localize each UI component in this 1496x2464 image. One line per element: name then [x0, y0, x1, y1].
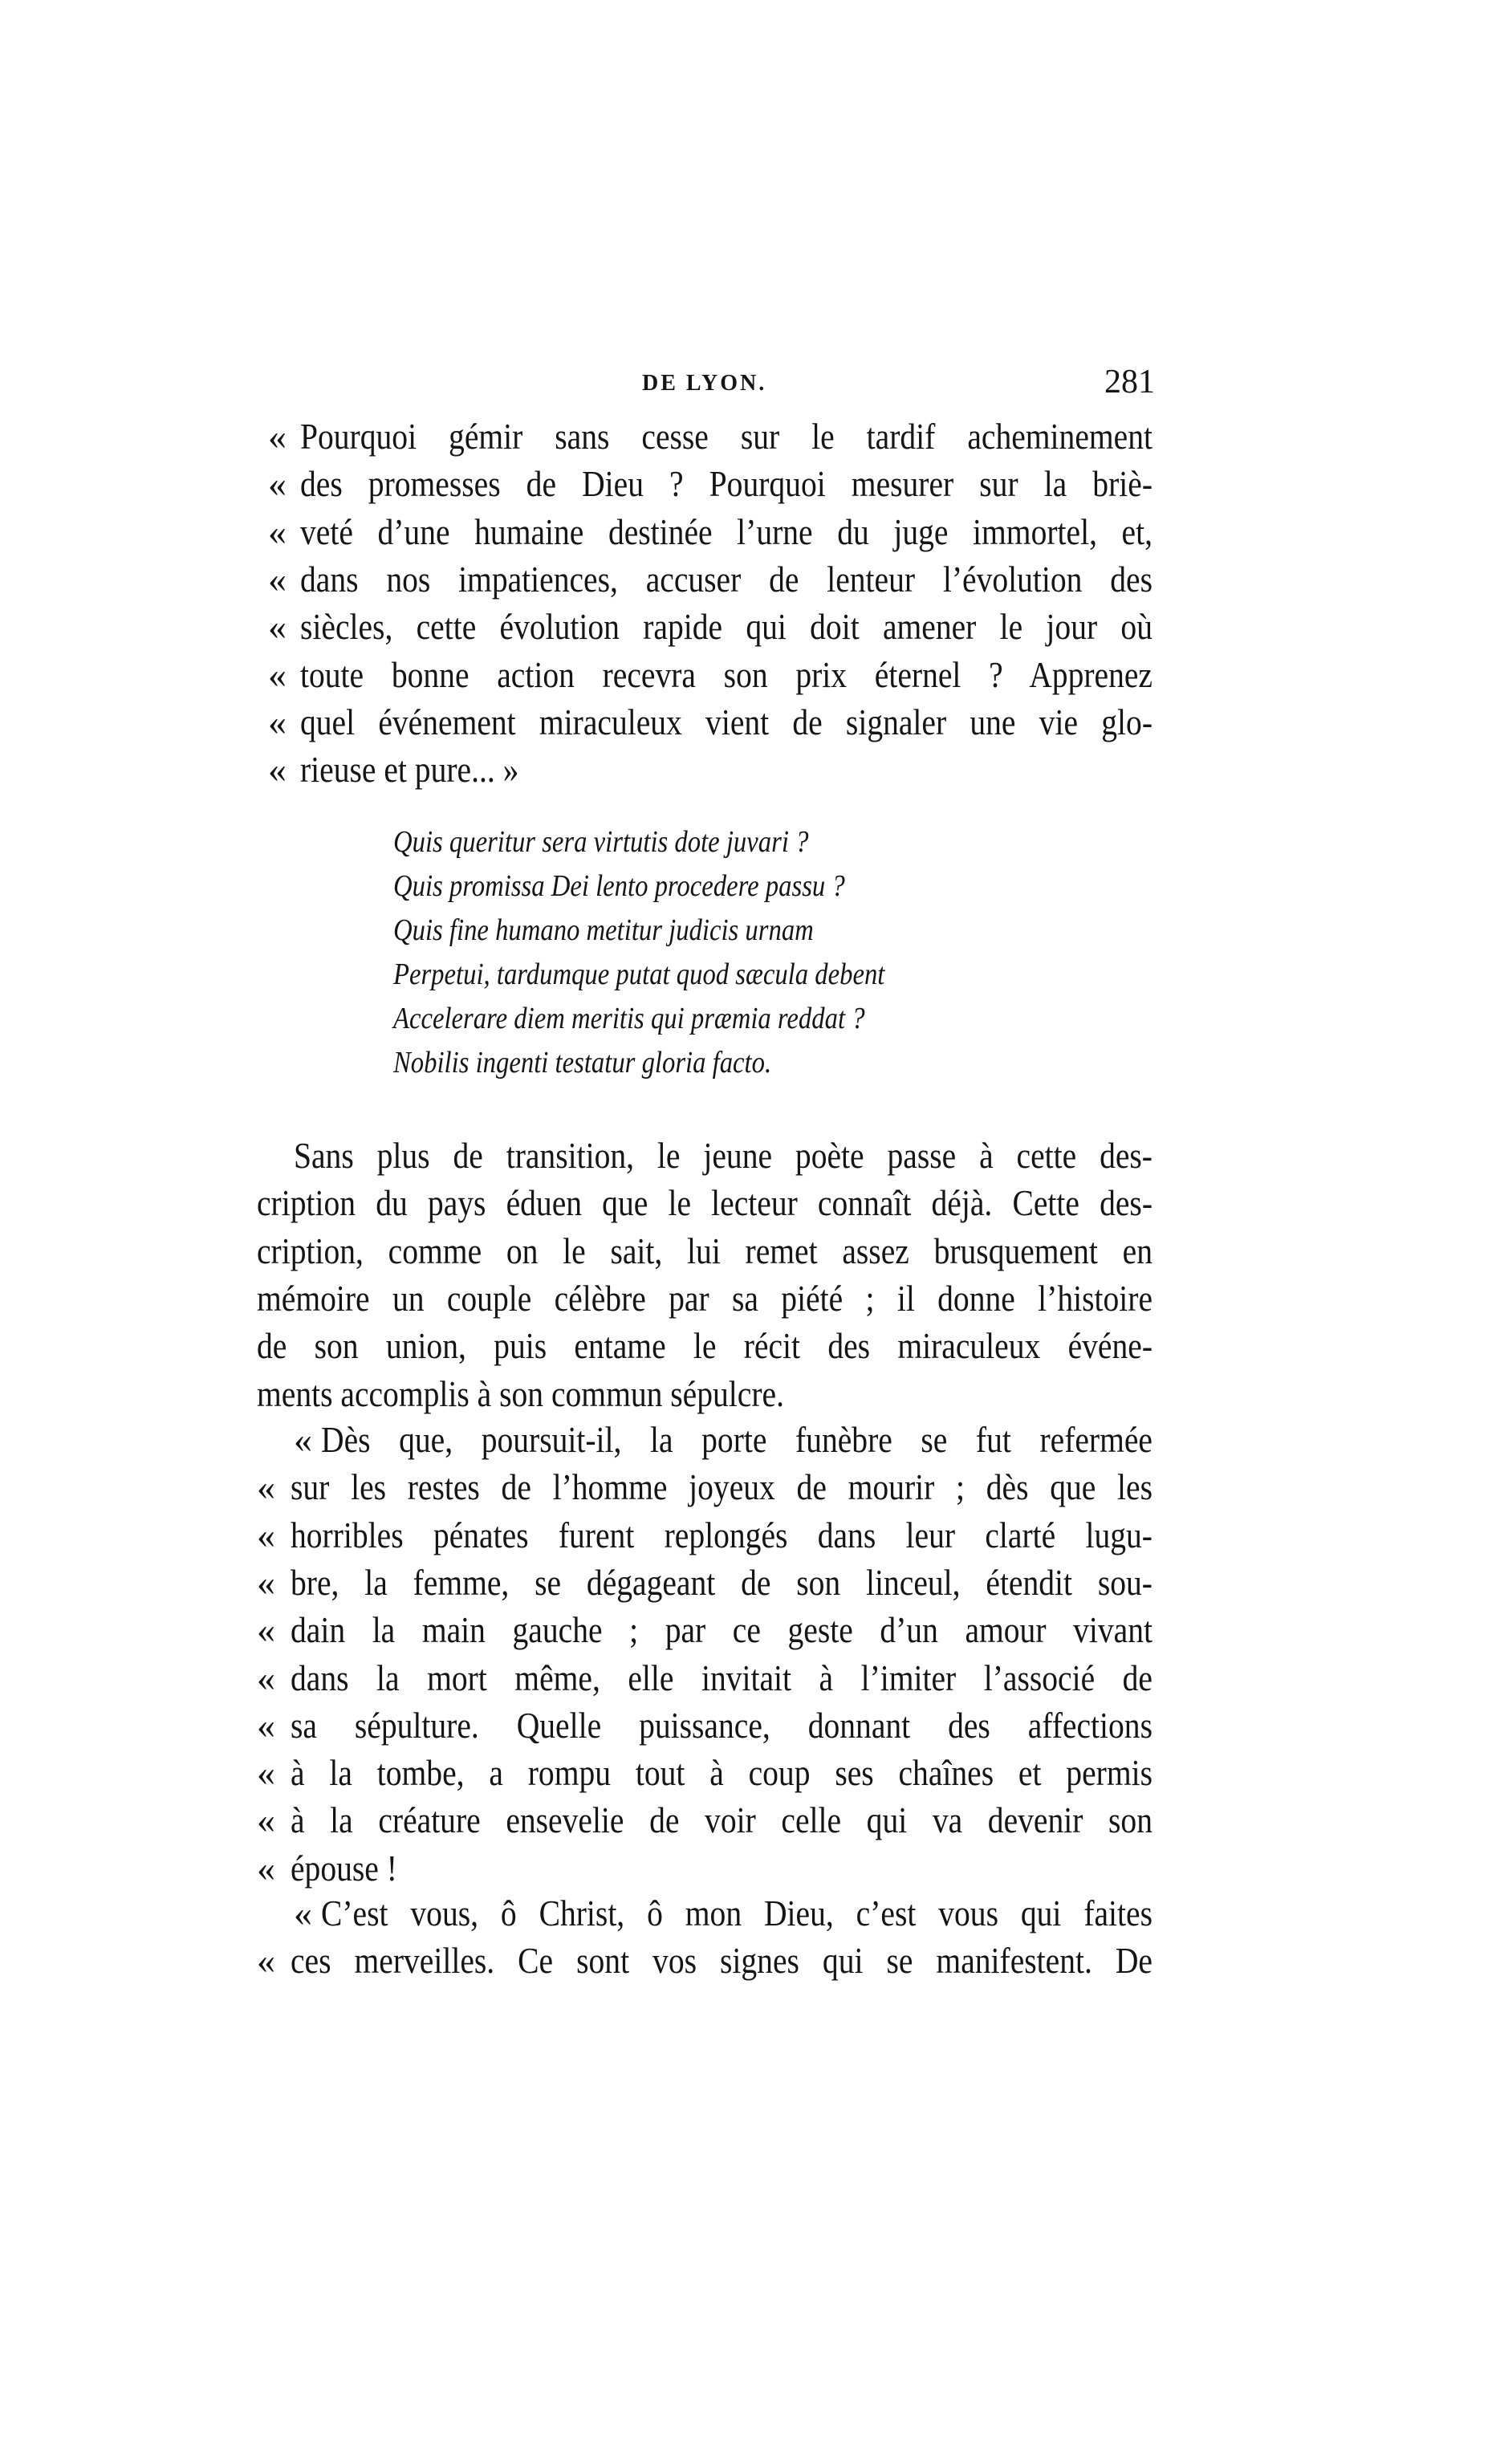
running-head: DE LYON. [642, 371, 767, 396]
text-line [0, 510, 1496, 555]
verse-line: Quis promissa Dei lento procedere passu ? [393, 869, 845, 903]
line-text: épouse ! [291, 1847, 397, 1889]
line-text: bre, la femme, se dégageant de son linceul, étendit sou- [291, 1561, 1152, 1603]
quote-mark: « [257, 1704, 275, 1746]
line-text: à la créature ensevelie de voir celle qui va devenir son [291, 1799, 1152, 1841]
line-text: à la tombe, a rompu tout à coup ses chaînes et permis [291, 1752, 1152, 1794]
text-line [0, 1229, 1496, 1274]
line-text: ces merveilles. Ce sont vos signes qui se manifestent. De [291, 1940, 1152, 1982]
text-line [0, 1417, 1496, 1462]
line-text: C’est vous, ô Christ, ô mon Dieu, c’est vous qui faites [321, 1893, 1152, 1933]
text-line [0, 414, 1496, 459]
line-text: de son union, puis entame le récit des miraculeux événe- [257, 1325, 1152, 1367]
line-text: toute bonne action recevra son prix éternel ? Apprenez [300, 653, 1152, 695]
line-text: veté d’une humaine destinée l’urne du juge immortel, et, [300, 510, 1152, 552]
line-text: dain la main gauche ; par ce geste d’un amour vivant [291, 1609, 1152, 1651]
text-line [0, 1276, 1496, 1321]
quote-mark: « [268, 416, 287, 457]
line-text: cription, comme on le sait, lui remet assez brusquement en [257, 1230, 1152, 1271]
line-text: dans nos impatiences, accuser de lenteur l’évolution des [300, 558, 1152, 600]
text-line [0, 1750, 1496, 1795]
text-line [0, 1133, 1496, 1178]
text-line [0, 1181, 1496, 1226]
text-line [0, 1323, 1496, 1368]
verse-line: Quis queritur sera virtutis dote juvari ? [393, 825, 809, 859]
verse-line: Quis fine humano metitur judicis urnam [393, 913, 814, 947]
quote-mark: « [257, 1847, 275, 1889]
quote-mark: « [268, 653, 287, 695]
line-text: des promesses de Dieu ? Pourquoi mesurer sur la briè- [300, 463, 1152, 505]
quote-mark: « [294, 1893, 312, 1933]
quote-mark: « [257, 1466, 275, 1508]
text-line [0, 1560, 1496, 1605]
page-number: 281 [1104, 364, 1155, 401]
text-line [0, 1608, 1496, 1653]
line-text: sur les restes de l’homme joyeux de mourir ; dès que les [291, 1466, 1152, 1508]
quote-mark: « [257, 1514, 275, 1555]
text-line [0, 1846, 1496, 1891]
quote-mark: « [257, 1940, 275, 1982]
line-text: ments accomplis à son commun sépulcre. [257, 1372, 784, 1414]
quote-mark: « [268, 606, 287, 648]
quote-mark: « [268, 701, 287, 742]
line-text: Dès que, poursuit-il, la porte funèbre se fut refermée [321, 1419, 1152, 1460]
verse-line: Accelerare diem meritis qui præmia reddat ? [393, 1002, 865, 1035]
text-line [0, 700, 1496, 745]
line-text: siècles, cette évolution rapide qui doit amener le jour où [300, 606, 1152, 648]
text-line [0, 653, 1496, 697]
text-line [0, 557, 1496, 602]
line-text: rieuse et pure... » [300, 749, 519, 791]
line-text: Pourquoi gémir sans cesse sur le tardif acheminement [300, 416, 1152, 457]
text-line [0, 1656, 1496, 1701]
line-text: cription du pays éduen que le lecteur connaît déjà. Cette des- [257, 1182, 1152, 1224]
verse-line: Perpetui, tardumque putat quod sæcula debent [393, 958, 885, 991]
line-text: sa sépulture. Quelle puissance, donnant des affections [291, 1704, 1152, 1746]
quote-mark: « [257, 1609, 275, 1651]
line-text: quel événement miraculeux vient de signaler une vie glo- [300, 701, 1152, 742]
text-line [0, 461, 1496, 506]
text-line [0, 1465, 1496, 1510]
text-line [0, 1372, 1496, 1417]
quote-mark: « [257, 1657, 275, 1698]
quote-mark: « [268, 749, 287, 791]
line-text: Sans plus de transition, le jeune poète passe à cette des- [294, 1135, 1152, 1176]
text-line [0, 1798, 1496, 1843]
quote-mark: « [268, 510, 287, 552]
text-line [0, 1938, 1496, 1983]
text-line [0, 747, 1496, 792]
quote-mark: « [268, 463, 287, 505]
line-text: mémoire un couple célèbre par sa piété ; il donne l’histoire [257, 1277, 1152, 1319]
verse-line: Nobilis ingenti testatur gloria facto. [393, 1046, 772, 1080]
quote-mark: « [294, 1419, 312, 1460]
quote-mark: « [257, 1752, 275, 1794]
text-line [0, 604, 1496, 649]
line-text: dans la mort même, elle invitait à l’imiter l’associé de [291, 1657, 1152, 1698]
quote-mark: « [257, 1799, 275, 1841]
line-text: horribles pénates furent replongés dans leur clarté lugu- [291, 1514, 1152, 1555]
quote-mark: « [257, 1561, 275, 1603]
text-line [0, 1891, 1496, 1936]
text-line [0, 1513, 1496, 1558]
quote-mark: « [268, 558, 287, 600]
text-line [0, 1703, 1496, 1748]
